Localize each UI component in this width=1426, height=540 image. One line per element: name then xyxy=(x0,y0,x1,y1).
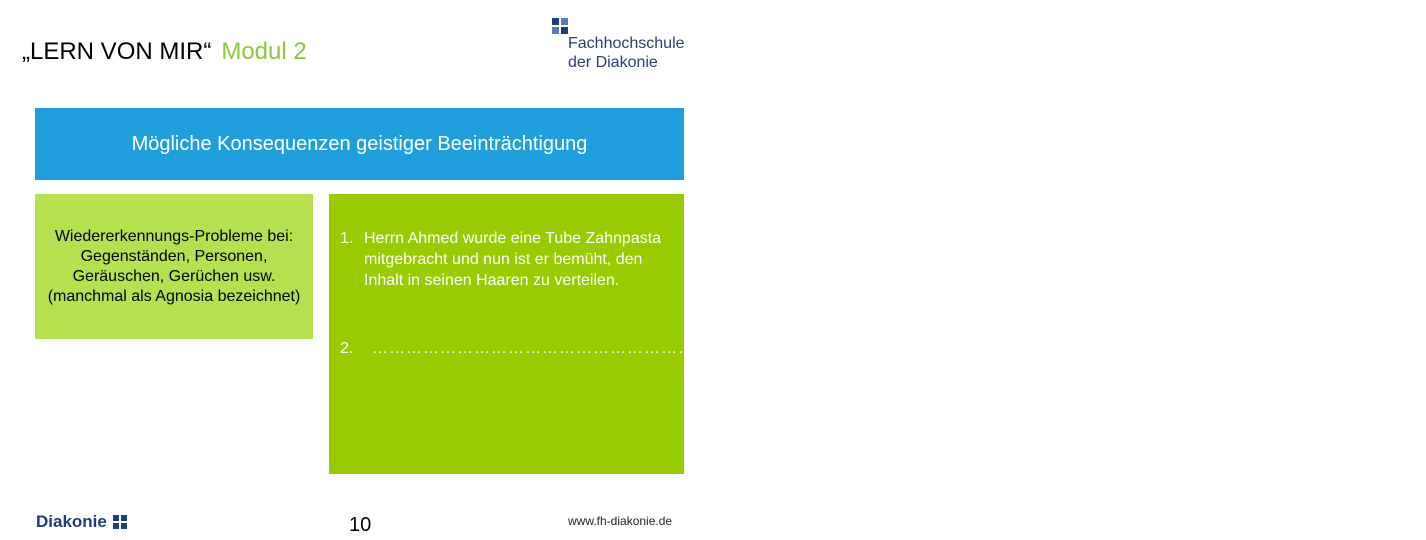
footer-brand: Diakonie xyxy=(36,512,107,531)
diakonie-footer-logo xyxy=(36,512,127,532)
list-item-text: Herrn Ahmed wurde eine Tube Zahnpasta mitgebracht und nun ist er bemüht, den Inhalt in seinen Haaren zu verteilen. xyxy=(364,230,662,289)
slide-title-module: Modul 2 xyxy=(221,38,307,65)
example-box xyxy=(329,194,1426,474)
banner-text: Mögliche Konsequenzen geistiger Beeinträchtigung xyxy=(131,132,588,155)
topic-banner xyxy=(35,108,684,180)
list-item-number: 1. xyxy=(340,230,354,247)
definition-box xyxy=(35,194,313,339)
footer-url: www.fh-diakonie.de xyxy=(568,514,673,528)
logo-line-2: der Diakonie xyxy=(568,54,658,71)
logo-line-1: Fachhochschule xyxy=(568,35,685,52)
diakonie-cross-icon xyxy=(113,515,127,529)
page-number: 10 xyxy=(349,514,372,536)
logo-text xyxy=(568,34,685,72)
list-item-placeholder-dots: …………………………………………………………………………………………………………………………………………………………………… xyxy=(372,340,1426,357)
slide-title-main: „LERN VON MIR“ xyxy=(22,38,212,65)
logo-squares-icon xyxy=(552,18,568,34)
definition-text: Wiedererkennungs-Probleme bei: Gegenständen, Personen, Geräuschen, Gerüchen usw. (manchmal als Agnosia bezeichnet) xyxy=(47,227,301,305)
slide-title xyxy=(22,38,307,66)
list-item-number: 2. xyxy=(340,340,354,357)
fh-diakonie-logo xyxy=(552,18,692,78)
